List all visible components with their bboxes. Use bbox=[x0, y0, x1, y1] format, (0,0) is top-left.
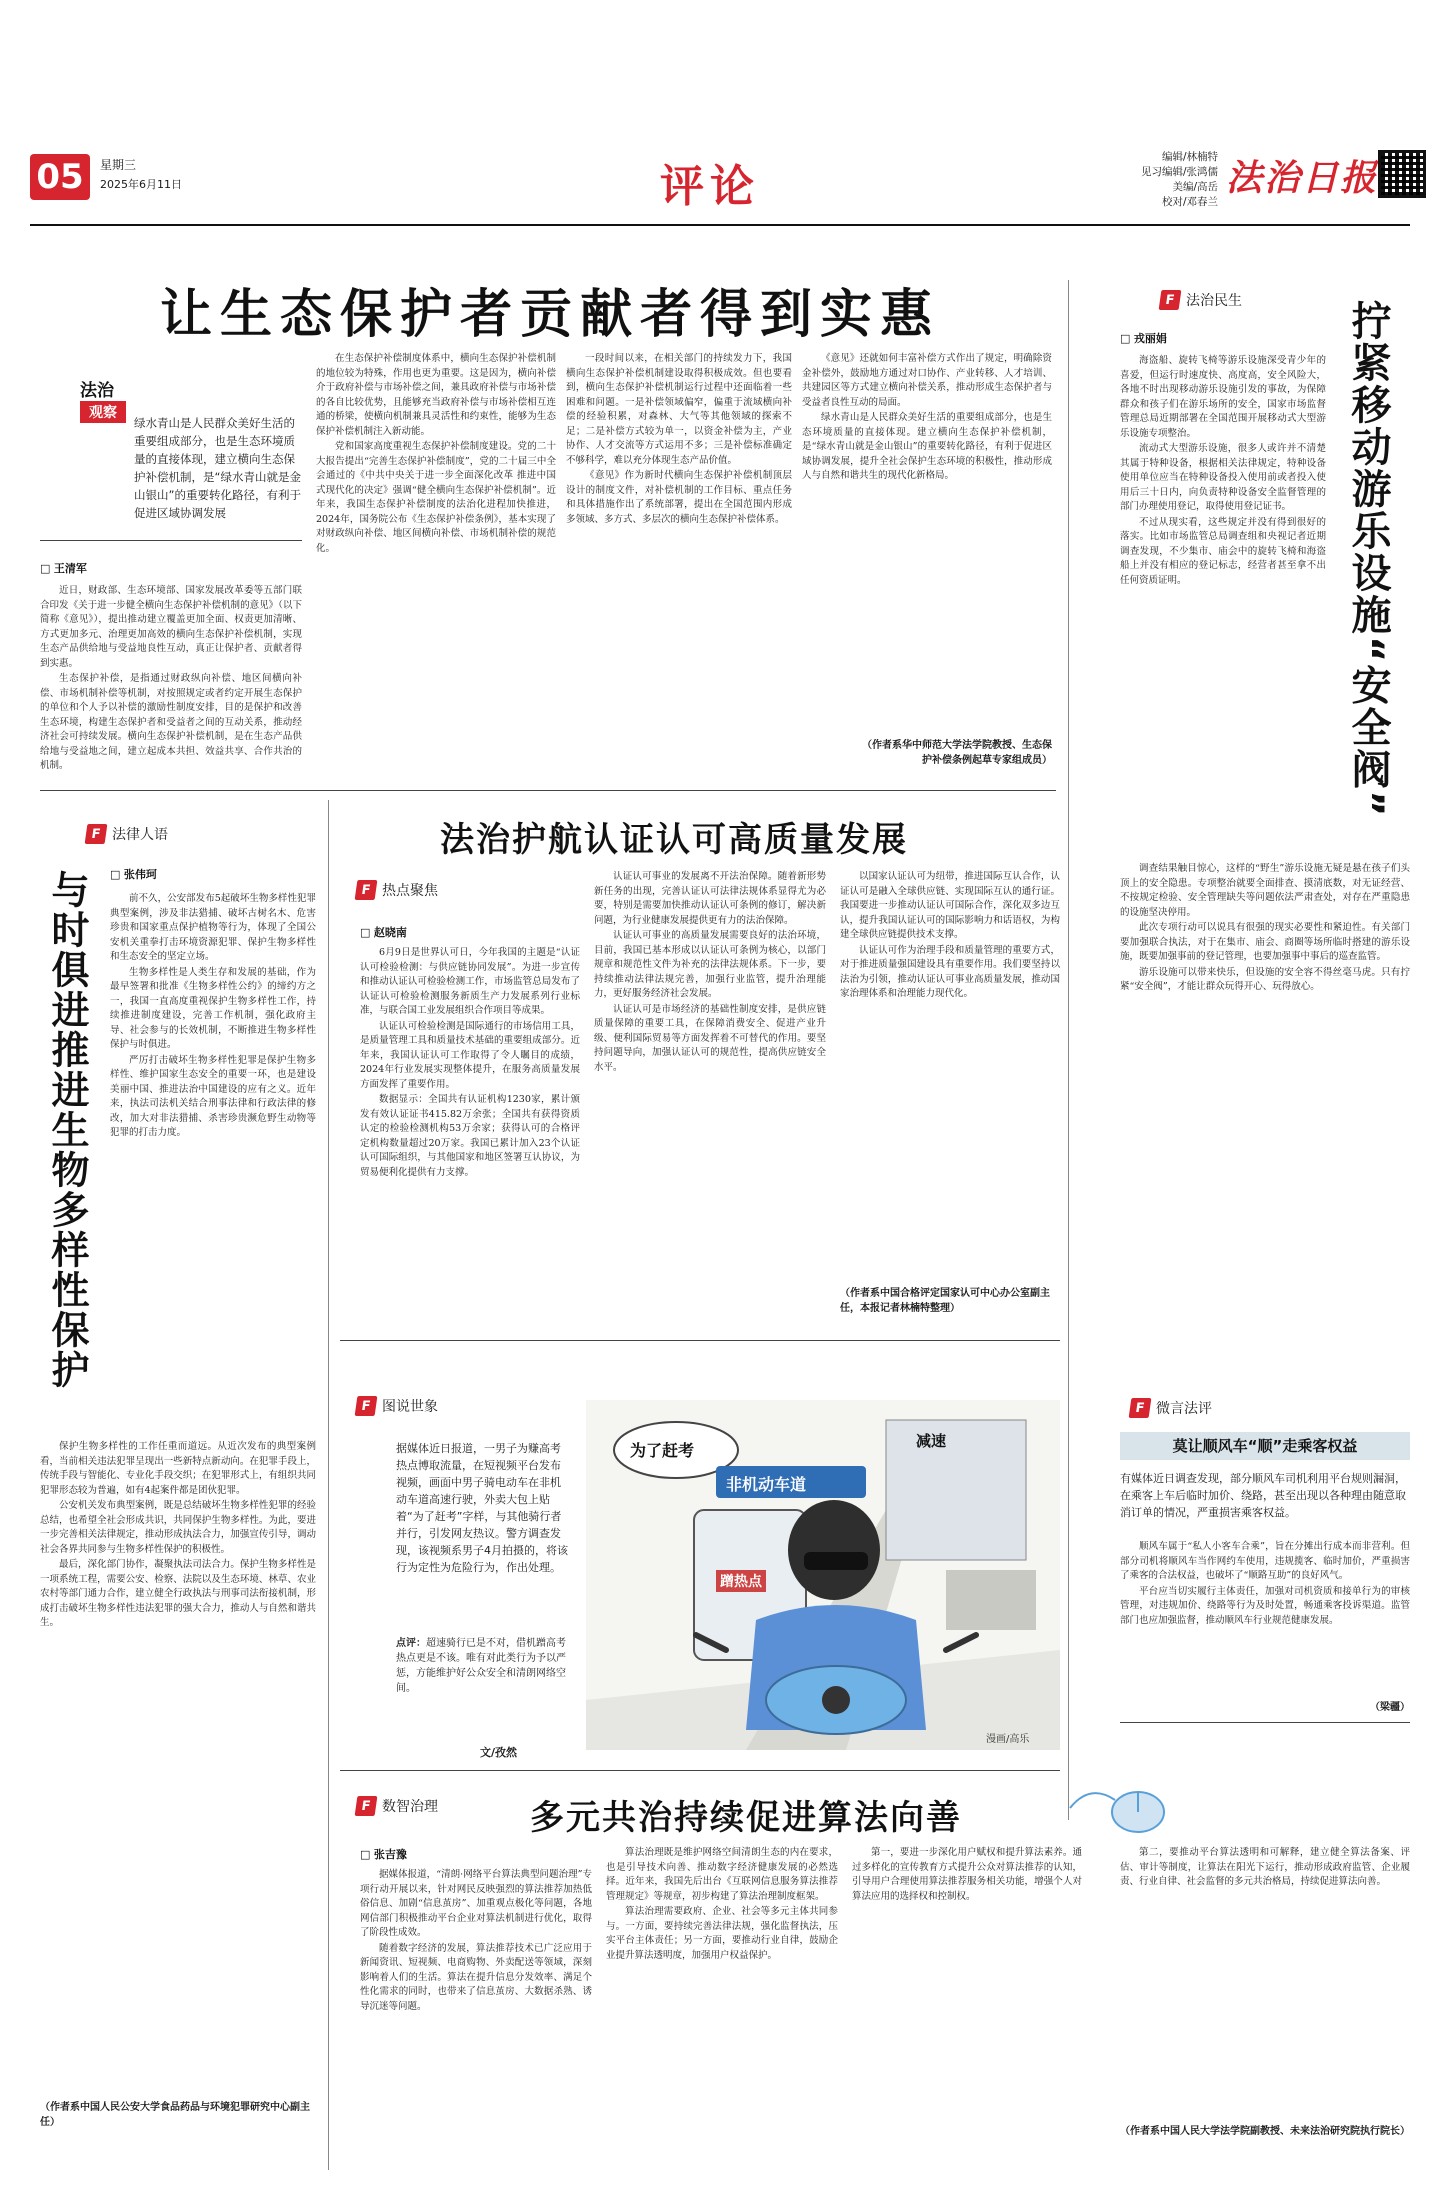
qr-code-icon[interactable] bbox=[1378, 150, 1426, 198]
mouse-illustration bbox=[1060, 1778, 1180, 1838]
lead-para-2: 生态保护补偿，是指通过财政纵向补偿、地区间横向补偿、市场机制补偿等机制，对按照规定或者约定开展生态保护的单位和个人予以补偿的激励性制度安排，目的是保护和改善生态环境，构建生态保护者和受益者之间的互动关系，推动经济社会可持续发展。横向生态保护补偿机制，是在生态产品供给地与受益地之间，建立起成本共担、效益共享、合作共治的机制。 bbox=[40, 673, 302, 771]
cert-para-2: 认证认可检验检测是国际通行的市场信用工具，是质量管理工具和质量技术基础的重要组成部分。近年来，我国认证认可工作取得了令人瞩目的成绩，2024年行业发展实现整体提升，在服务高质量发展方面发挥了重要作用。 bbox=[360, 1020, 580, 1090]
weibo-rule bbox=[1120, 1722, 1410, 1723]
weibo-para-2: 平台应当切实履行主体责任，加强对司机资质和接单行为的审核管理，对违规加价、绕路等行为及时处置，畅通乘客投诉渠道。监管部门也应加强监督，推动顺风车行业规范健康发展。 bbox=[1120, 1585, 1410, 1626]
page-number-badge bbox=[30, 154, 90, 200]
comment-label: 点评： bbox=[396, 1638, 426, 1649]
minsheng-para-6: 游乐设施可以带来快乐，但设施的安全容不得丝毫马虎。只有拧紧“安全阀”，才能让群众玩得开心、玩得放心。 bbox=[1120, 966, 1410, 992]
minsheng-body-top bbox=[1120, 354, 1326, 854]
cert-headline: 法治护航认证认可高质量发展 bbox=[440, 820, 908, 860]
bio-para-5: 公安机关发布典型案例，既是总结破坏生物多样性犯罪的经验总结，也希望全社会形成共识，共同保护生物多样性。为此，要进一步完善相关法律规定，推动形成执法合力，加强宣传引导，调动社会各界共同参与生物多样性保护的积极性。 bbox=[40, 1500, 316, 1555]
cartoon-comment bbox=[396, 1636, 570, 1696]
lead-col-4 bbox=[802, 352, 1052, 752]
algo-para-1: 据媒体报道，“清朗·网络平台算法典型问题治理”专项行动开展以来，针对网民反映强烈的算法推荐加热低俗信息、加剧“信息茧房”、加重观点极化等问题，各地网信部门积极推动平台企业对算法机制进行优化，取得了阶段性成效。 bbox=[360, 1869, 592, 1938]
weibo-para-1: 顺风车属于“私人小客车合乘”，旨在分摊出行成本而非营利。但部分司机将顺风车当作网约车使用，违规揽客、临时加价，严重损害了乘客的合法权益，也破坏了“顺路互助”的良好风气。 bbox=[1120, 1541, 1410, 1581]
bio-para-1: 前不久，公安部发布5起破坏生物多样性犯罪典型案例，涉及非法猎捕、破坏古树名木、危害珍贵和国家重点保护植物等行为，体现了全国公安机关重拳打击环境资源犯罪、保护生物多样性和生态安全的坚定立场。 bbox=[110, 893, 316, 962]
summary-rule bbox=[40, 540, 302, 541]
algo-column-tag: F 数智治理 bbox=[356, 1796, 438, 1816]
cartoon-illustration bbox=[586, 1400, 1060, 1750]
bio-divider bbox=[328, 800, 329, 2170]
cert-col-1 bbox=[360, 946, 580, 1330]
column-f-icon: F bbox=[355, 1396, 378, 1416]
weibo-headline: 莫让顺风车“顺”走乘客权益 bbox=[1172, 1437, 1358, 1455]
cert-col-3 bbox=[840, 870, 1060, 1270]
algo-col-1 bbox=[360, 1868, 592, 2178]
weibo-body bbox=[1120, 1540, 1410, 1720]
algo-col-3 bbox=[852, 1846, 1082, 2178]
weekday: 星期三 bbox=[100, 158, 137, 172]
lead-para-6: 《意见》作为新时代横向生态保护补偿机制顶层设计的制度文件，对补偿机制的工作目标、重点任务和具体措施作出了系统部署，提出在全国范围内形成多领域、多方式、多层次的横向生态保护补偿体系。 bbox=[566, 470, 792, 525]
weibo-author: （梁疆） bbox=[1370, 1702, 1410, 1713]
bio-body-top bbox=[110, 892, 316, 1432]
bio-para-3: 严厉打击破坏生物多样性犯罪是保护生物多样性、维护国家生态安全的重要一环，也是建设美丽中国、推进法治中国建设的应有之义。近年来，执法司法机关结合刑事法律和行政法律的修改，加大对非法猎捕、杀害珍贵濒危野生动物等犯罪的打击力度。 bbox=[110, 1054, 316, 1138]
lead-col-3 bbox=[566, 352, 792, 784]
algo-author: □ 张吉豫 bbox=[360, 1846, 407, 1862]
lead-para-1: 近日，财政部、生态环境部、国家发展改革委等五部门联合印发《关于进一步健全横向生态保护补偿机制的意见》（以下简称《意见》），提出推动建立覆盖更加全面、权责更加清晰、方式更加多元、治理更加高效的横向生态保护补偿机制，实现生态产品供给地与受益地良性互动，真正让保护者、贡献者得到实惠。 bbox=[40, 585, 302, 669]
cert-para-5: 认证认可事业的高质量发展需要良好的法治环境，目前，我国已基本形成以认证认可条例为核心，以部门规章和规范性文件为补充的法律法规体系。下一步，要持续推动法律法规完善，加强行业监管，提升治理能力，更好服务经济社会发展。 bbox=[594, 930, 826, 999]
column-f-icon: F bbox=[355, 1796, 378, 1816]
cartoon-lane-sign: 非机动车道 bbox=[726, 1475, 807, 1494]
bio-headline: 与时俱进推进生物多样性保护 bbox=[45, 870, 89, 1390]
bio-para-2: 生物多样性是人类生存和发展的基础，作为最早签署和批准《生物多样性公约》的缔约方之一，我国一直高度重视保护生物多样性工作，持续推进制度建设，完善工作机制，强化政府主导、社会参与的长效机制，不断推进生物多样性保护与时俱进。 bbox=[110, 966, 316, 1050]
algo-para-6: 第二，要推动平台算法透明和可解释，建立健全算法备案、评估、审计等制度，让算法在阳光下运行，推动形成政府监管、企业履责、行业自律、社会监督的多元共治格局，持续促进算法向善。 bbox=[1120, 1847, 1410, 1887]
algo-para-3: 算法治理既是维护网络空间清朗生态的内在要求，也是引导技术向善、推动数字经济健康发展的必然选择。近年来，我国先后出台《互联网信息服务算法推荐管理规定》等规章，初步构建了算法治理制度框架。 bbox=[606, 1847, 838, 1902]
weibo-summary: 有媒体近日调查发现，部分顺风车司机利用平台规则漏洞，在乘客上车后临时加价、绕路，甚至出现以各种理由随意取消订单的情况，严重损害乘客权益。 bbox=[1120, 1472, 1406, 1519]
section-title: 评论 bbox=[660, 161, 760, 212]
column-f-icon: F bbox=[1129, 1398, 1152, 1418]
masthead-rule bbox=[30, 224, 1410, 226]
cert-signature: （作者系中国合格评定国家认可中心办公室副主任，本报记者林楠特整理） bbox=[840, 1288, 1050, 1314]
cartoon-column-tag: F 图说世象 bbox=[356, 1396, 438, 1416]
bio-para-4: 保护生物多样性的工作任重而道远。从近次发布的典型案例看，当前相关违法犯罪呈现出一些新特点新动向。在犯罪手段上，传统手段与智能化、专业化手段交织；在犯罪形式上，有组织共同犯罪形态较为普遍，如有4起案件都是团伙犯罪。 bbox=[40, 1441, 316, 1496]
lead-para-4: 党和国家高度重视生态保护补偿制度建设。党的二十大报告提出“完善生态保护补偿制度”，党的二十届三中全会通过的《中共中央关于进一步全面深化改革 推进中国式现代化的决定》强调“健全横向生态保护补偿机制”。近年来，我国生态保护补偿制度的法治化进程加快推进，2024年，国务院公布《生态保护补偿条例》，基本实现了对财政纵向补偿、地区间横向补偿、市场机制补偿的规范化。 bbox=[316, 441, 556, 554]
bio-column-tag: F 法律人语 bbox=[86, 824, 168, 844]
minsheng-para-2: 流动式大型游乐设施，很多人或许并不清楚其属于特种设备，根据相关法律规定，特种设备使用单位应当在特种设备投入使用前或者投入使用后三十日内，向负责特种设备安全监督管理的部门办理使用登记，取得使用登记证书。 bbox=[1120, 443, 1326, 512]
bio-author: □ 张伟珂 bbox=[110, 866, 157, 882]
cartoon-artist: 漫画/高乐 bbox=[986, 1734, 1030, 1745]
comment-text: 超速骑行已是不对，借机蹭高考热点更是不该。唯有对此类行为予以严惩，方能维护好公众安全和清朗网络空间。 bbox=[396, 1638, 566, 1694]
cartoon-author: 文/孜然 bbox=[480, 1746, 518, 1759]
cartoon-bubble-text: 为了赶考 bbox=[630, 1441, 695, 1460]
minsheng-column-tag: F 法治民生 bbox=[1160, 290, 1242, 310]
minsheng-author: □ 戎丽娟 bbox=[1120, 330, 1167, 346]
minsheng-headline: 拧紧移动游乐设施“安全阀” bbox=[1345, 300, 1391, 819]
badge-line2: 观察 bbox=[80, 401, 126, 423]
cartoon-caption: 据媒体近日报道，一男子为赚高考热点博取流量，在短视频平台发布视频，画面中男子骑电动车在非机动车道高速行驶，外卖大包上贴着“为了赶考”字样，与其他骑行者并行，引发网友热议。警方调查发现，该视频系男子4月拍摄的，将该行为定性为危险行为，作出处理。 bbox=[396, 1442, 568, 1574]
cert-para-4: 认证认可事业的发展离不开法治保障。随着新形势新任务的出现，完善认证认可法律法规体系显得尤为必要，特别是需要加快推动认证认可条例的修订，解决新问题，为行业健康发展提供更有力的法治保障。 bbox=[594, 871, 826, 926]
minsheng-para-1: 海盗船、旋转飞椅等游乐设施深受青少年的喜爱，但运行时速度快、高度高，安全风险大，各地不时出现移动游乐设施引发的事故，为保障群众和孩子们在游乐场所的安全，国家市场监督管理总局近期部署在全国范围开展移动式大型游乐设施专项整治。 bbox=[1120, 355, 1326, 439]
lead-para-7: 《意见》还就如何丰富补偿方式作出了规定，明确除资金补偿外，鼓励地方通过对口协作、产业转移、人才培训、共建园区等方式建立横向补偿关系，推动形成生态保护者与受益者良性互动的局面。 bbox=[802, 353, 1052, 408]
bio-body-bottom bbox=[40, 1440, 316, 2090]
lead-headline: 让生态保护者贡献者得到实惠 bbox=[160, 285, 941, 345]
lead-para-5: 一段时间以来，在相关部门的持续发力下，我国横向生态保护补偿机制建设取得积极成效。但也要看到，横向生态保护补偿机制运行过程中还面临着一些困难和问题。一是补偿领域偏窄，偏重于流域横向补偿的经验积累，对森林、大气等其他领域的探索不足；二是补偿方式较为单一，以资金补偿为主，产业协作、人才交流等方式运用不多；三是补偿标准确定不够科学，难以充分体现生态产品价值。 bbox=[566, 353, 792, 466]
lead-badge bbox=[80, 376, 138, 423]
algo-signature: （作者系中国人民大学法学院副教授、未来法治研究院执行院长） bbox=[1120, 2126, 1410, 2137]
lead-para-8: 绿水青山是人民群众美好生活的重要组成部分，也是生态环境质量的直接体现。建立横向生态保护补偿机制，是“绿水青山就是金山银山”的重要转化路径，有利于促进区域协调发展，提升全社会保护生态环境的积极性，推动形成人与自然和谐共生的现代化新格局。 bbox=[802, 412, 1052, 481]
weibo-headline-bar bbox=[1120, 1432, 1410, 1460]
minsheng-para-3: 不过从现实看，这些规定并没有得到很好的落实。比如市场监管总局调查组和央视记者近期调查发现，不少集市、庙会中的旋转飞椅和海盗船上并没有相应的登记标志，经营者甚至拿不出任何资质证明。 bbox=[1120, 516, 1326, 586]
cartoon-bottom-rule bbox=[340, 1770, 1060, 1771]
editor-list: 编辑/林楠特 见习编辑/张鸿儒 美编/高岳 校对/邓春兰 bbox=[1140, 151, 1218, 208]
page-number: 05 bbox=[36, 157, 84, 197]
algo-para-4: 算法治理需要政府、企业、社会等多元主体共同参与。一方面，要持续完善法律法规，强化监督执法，压实平台主体责任；另一方面，要推动行业自律，鼓励企业提升算法透明度，加强用户权益保护。 bbox=[606, 1906, 838, 1961]
mouse-icon bbox=[1060, 1778, 1180, 1838]
cert-para-1: 6月9日是世界认可日，今年我国的主题是“认证认可检验检测：与供应链协同发展”。为进一步宣传和推动认证认可检验检测工作，市场监管总局发布了认证认可检验检测服务新质生产力发展系列行业标准，与联合国工业发展组织合作项目等成果。 bbox=[360, 947, 580, 1016]
minsheng-para-5: 此次专项行动可以说具有很强的现实必要性和紧迫性。有关部门要加强联合执法，对于在集市、庙会、商圈等场所临时搭建的游乐设施，既要加强事前的登记管理，也要加强事中事后的巡查监管。 bbox=[1120, 922, 1410, 962]
lead-col-2 bbox=[316, 352, 556, 784]
cert-para-8: 认证认可作为治理手段和质量管理的重要方式，对于推进质量强国建设具有重要作用。我们要坚持以法治为引领，推动认证认可事业高质量发展，推动国家治理体系和治理能力现代化。 bbox=[840, 944, 1060, 999]
cert-column-tag: F 热点聚焦 bbox=[356, 880, 438, 900]
badge-line1: 法治 bbox=[80, 381, 114, 401]
cartoon-slow-sign: 减速 bbox=[916, 1432, 947, 1450]
lead-body bbox=[40, 584, 302, 784]
cartoon-box-text: 蹭热点 bbox=[716, 1570, 766, 1592]
algo-para-2: 随着数字经济的发展，算法推荐技术已广泛应用于新闻资讯、短视频、电商购物、外卖配送等领域，深刻影响着人们的生活。算法在提升信息分发效率、满足个性化需求的同时，也带来了信息茧房、大数据杀熟、诱导沉迷等问题。 bbox=[360, 1942, 592, 2012]
lead-divider bbox=[1068, 280, 1069, 1820]
algo-headline: 多元共治持续促进算法向善 bbox=[530, 1798, 962, 1838]
lead-author: □ 王清军 bbox=[40, 560, 87, 576]
cert-bottom-rule bbox=[340, 1340, 1060, 1341]
algo-col-4 bbox=[1120, 1846, 1410, 2106]
cert-col-2 bbox=[594, 870, 826, 1330]
masthead bbox=[20, 150, 1420, 222]
column-f-icon: F bbox=[1159, 290, 1182, 310]
lead-summary: 绿水青山是人民群众美好生活的重要组成部分，也是生态环境质量的直接体现，建立横向生态保护补偿机制，是“绿水青山就是金山银山”的重要转化路径，有利于促进区域协调发展 bbox=[134, 416, 301, 520]
cert-para-7: 以国家认证认可为纽带，推进国际互认合作，认证认可是融入全球供应链、实现国际互认的通行证。我国要进一步推动认证认可国际合作，深化双多边互认，提升我国认证认可的国际影响力和话语权，为构建全球供应链提供技术支撑。 bbox=[840, 871, 1060, 940]
column-f-icon: F bbox=[355, 880, 378, 900]
paper-name-logo: 法治日报 bbox=[1226, 157, 1379, 199]
lead-para-3: 在生态保护补偿制度体系中，横向生态保护补偿机制的地位较为特殊，作用也更为重要。这是因为，横向补偿介于政府补偿与市场补偿之间，兼具政府补偿与市场补偿的各自比较优势，且能够充当政府补偿与市场补偿相互连通的桥梁，使横向机制兼具灵活性和约束性，能够为生态保护补偿机制注入新动能。 bbox=[316, 353, 556, 437]
cert-para-3: 数据显示：全国共有认证机构1230家，累计颁发有效认证证书415.82万余张；全国共有获得资质认定的检验检测机构53万余家；获得认可的合格评定机构数量超过20万家。我国已累计加入23个认证认可国际组织，与其他国家和地区签署互认协议，为贸易便利化提供有力支撑。 bbox=[360, 1094, 580, 1178]
column-f-icon: F bbox=[85, 824, 108, 844]
cert-para-6: 认证认可是市场经济的基础性制度安排，是供应链质量保障的重要工具，在保障消费安全、促进产业升级、便利国际贸易等方面发挥着不可替代的作用。要坚持问题导向，加强认证认可的规范性，提高供应链安全水平。 bbox=[594, 1003, 826, 1073]
lead-signature: （作者系华中师范大学法学院教授、生态保护补偿条例起草专家组成员） bbox=[862, 740, 1052, 766]
cert-author: □ 赵晓南 bbox=[360, 924, 407, 940]
algo-para-5: 第一，要进一步深化用户赋权和提升算法素养。通过多样化的宣传教育方式提升公众对算法推荐的认知，引导用户合理使用算法推荐服务相关功能，增强个人对算法应用的选择权和控制权。 bbox=[852, 1847, 1082, 1902]
bio-para-6: 最后，深化部门协作，凝聚执法司法合力。保护生物多样性是一项系统工程，需要公安、检察、法院以及生态环境、林草、农业农村等部门通力合作，建立健全行政执法与刑事司法衔接机制，形成打击破坏生物多样性违法犯罪的强大合力，推动人与自然和谐共生。 bbox=[40, 1559, 316, 1628]
minsheng-body-bottom bbox=[1120, 862, 1410, 1292]
algo-col-2 bbox=[606, 1846, 838, 2178]
bio-signature: （作者系中国人民公安大学食品药品与环境犯罪研究中心副主任） bbox=[40, 2102, 310, 2128]
minsheng-para-4: 调查结果触目惊心，这样的“野生”游乐设施无疑是悬在孩子们头顶上的安全隐患。专项整治就要全面排查、摸清底数，对无证经营、不按规定检验、安全管理缺失等问题依法严肃查处，对存在严重隐患的设施坚决停用。 bbox=[1120, 863, 1410, 918]
weibo-column-tag: F 微言法评 bbox=[1130, 1398, 1212, 1418]
lead-bottom-rule bbox=[40, 790, 1056, 791]
issue-date: 2025年6月11日 bbox=[100, 178, 182, 191]
